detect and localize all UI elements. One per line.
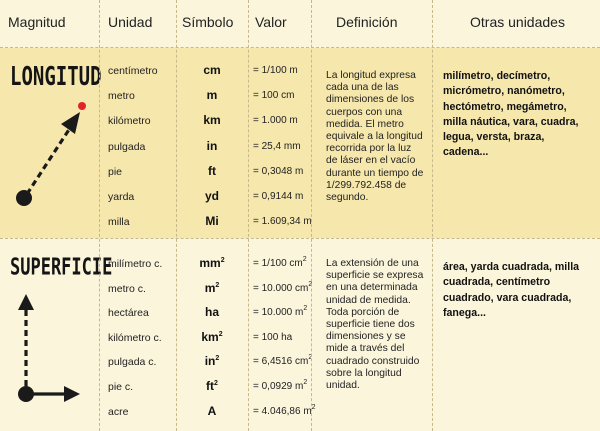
column-divider xyxy=(248,0,249,431)
simbolo-cell xyxy=(182,281,242,295)
valor-cell xyxy=(253,356,312,367)
header-definicion: Definición xyxy=(336,14,398,30)
header-otras-unidades: Otras unidades xyxy=(470,14,565,30)
simbolo-text: A xyxy=(207,403,217,418)
valor-exponent: 2 xyxy=(308,354,313,362)
unidad-cell: pulgada xyxy=(108,140,146,153)
column-divider xyxy=(432,0,433,431)
simbolo-text: in xyxy=(204,354,216,369)
valor-cell xyxy=(253,280,313,294)
valor-cell xyxy=(253,258,307,269)
valor-cell xyxy=(253,141,301,152)
separator-header xyxy=(0,47,600,48)
unidad-cell: centímetro xyxy=(108,65,158,77)
simbolo-cell xyxy=(182,305,242,319)
simbolo-cell xyxy=(182,139,242,153)
simbolo-text: ft xyxy=(206,379,215,393)
simbolo-cell xyxy=(182,330,242,344)
valor-text: = 1.000 m xyxy=(253,115,298,127)
section-longitud xyxy=(0,48,600,238)
simbolo-text: m xyxy=(204,280,216,295)
valor-text: = 4.046,86 m xyxy=(253,405,312,417)
superficie-definicion: La extensión de una superficie se expresa en una determinada unidad de medida. Toda porción de superficie tiene dos dimensiones y se mide a través del cuadrado construido sobre la longitud unidad. xyxy=(326,258,424,392)
valor-text: = 25,4 mm xyxy=(253,140,301,152)
simbolo-cell xyxy=(182,354,242,368)
longitud-arrow-icon xyxy=(0,48,100,238)
valor-text: = 6,4516 cm xyxy=(253,356,309,368)
unidad-cell: kilómetro c. xyxy=(108,331,162,344)
unidad-cell: metro xyxy=(108,90,135,103)
unidad-cell: kilómetro xyxy=(108,115,151,128)
valor-exponent: 2 xyxy=(311,403,316,411)
unidad-cell: yarda xyxy=(108,191,135,203)
simbolo-text: in xyxy=(206,138,218,153)
unidad-cell: metro c. xyxy=(108,282,146,295)
valor-text: = 1/100 m xyxy=(253,65,298,76)
simbolo-text: ha xyxy=(204,305,219,320)
simbolo-text: km xyxy=(201,329,219,344)
longitud-definicion: La longitud expresa cada una de las dimensiones de los cuerpos con una medida. El metro equivale a la longitud recorrida por la luz de láser en el vacío durante un tiempo de 1/299.792.458 de segundo. xyxy=(326,70,424,204)
unidad-cell: milla xyxy=(108,216,130,229)
header-simbolo: Símbolo xyxy=(182,14,234,30)
unidad-cell: hectárea xyxy=(108,307,149,320)
unidad-cell: milímetro c. xyxy=(108,258,163,270)
simbolo-cell xyxy=(182,189,242,203)
valor-cell xyxy=(253,307,307,318)
simbolo-cell xyxy=(182,164,242,178)
simbolo-exponent: 2 xyxy=(215,355,220,363)
header-valor: Valor xyxy=(255,14,287,30)
simbolo-cell xyxy=(182,256,242,270)
valor-cell xyxy=(253,65,298,76)
unidad-cell: pulgada c. xyxy=(108,356,157,369)
valor-text: = 0,0929 m xyxy=(253,381,304,392)
simbolo-text: mm xyxy=(199,256,221,270)
simbolo-exponent: 2 xyxy=(218,330,223,338)
unidad-cell: pie xyxy=(108,165,123,178)
superficie-title: SUPERFICIE xyxy=(10,254,113,281)
simbolo-text: ft xyxy=(208,163,216,178)
valor-exponent: 2 xyxy=(302,256,307,263)
valor-text: = 10.000 cm xyxy=(253,282,309,294)
valor-exponent: 2 xyxy=(303,305,308,313)
simbolo-text: km xyxy=(203,113,221,128)
simbolo-cell xyxy=(182,404,242,418)
longitud-title: LONGITUD xyxy=(10,62,102,92)
simbolo-cell xyxy=(182,214,242,228)
valor-text: = 0,3048 m xyxy=(253,165,304,177)
superficie-axes-icon xyxy=(0,238,100,431)
column-divider xyxy=(311,0,312,431)
simbolo-text: yd xyxy=(204,189,219,203)
simbolo-cell xyxy=(182,379,242,393)
valor-cell xyxy=(253,332,292,343)
valor-text: = 1.609,34 m xyxy=(253,216,312,228)
simbolo-exponent: 2 xyxy=(215,281,220,289)
valor-text: = 100 cm xyxy=(253,90,295,102)
valor-cell xyxy=(253,90,294,101)
simbolo-text: Mi xyxy=(205,214,219,229)
separator-sections xyxy=(0,238,600,239)
simbolo-cell xyxy=(182,113,242,127)
simbolo-text: m xyxy=(206,88,218,103)
unidad-cell: acre xyxy=(108,405,129,418)
column-divider xyxy=(176,0,177,431)
header-magnitud: Magnitud xyxy=(8,14,66,30)
simbolo-text: cm xyxy=(203,63,221,77)
valor-cell xyxy=(253,115,298,126)
column-divider xyxy=(99,0,100,431)
valor-cell xyxy=(253,216,312,227)
header-row xyxy=(0,0,600,48)
section-superficie xyxy=(0,238,600,431)
valor-text: = 10.000 m xyxy=(253,307,304,319)
simbolo-exponent: 2 xyxy=(220,257,225,264)
valor-text: = 1/100 cm xyxy=(253,258,303,269)
valor-exponent: 2 xyxy=(303,379,308,386)
valor-cell xyxy=(253,381,307,392)
valor-cell xyxy=(253,191,303,202)
superficie-otras-unidades: área, yarda cuadrada, milla cuadrada, centímetro cuadrado, vara cuadrada, fanega... xyxy=(443,261,580,319)
valor-text: = 100 ha xyxy=(253,331,293,343)
header-unidad: Unidad xyxy=(108,14,153,30)
valor-exponent: 2 xyxy=(308,280,313,288)
unidad-cell: pie c. xyxy=(108,381,134,393)
valor-text: = 0,9144 m xyxy=(253,191,304,202)
valor-cell xyxy=(253,166,303,177)
simbolo-cell xyxy=(182,88,242,102)
valor-cell xyxy=(253,403,316,417)
longitud-otras-unidades: milímetro, decímetro, micrómetro, nanómetro, hectómetro, megámetro, milla náutica, vara, cuadra, legua, versta, braza, cadena... xyxy=(443,70,579,159)
simbolo-exponent: 2 xyxy=(214,380,218,387)
simbolo-cell xyxy=(182,63,242,77)
